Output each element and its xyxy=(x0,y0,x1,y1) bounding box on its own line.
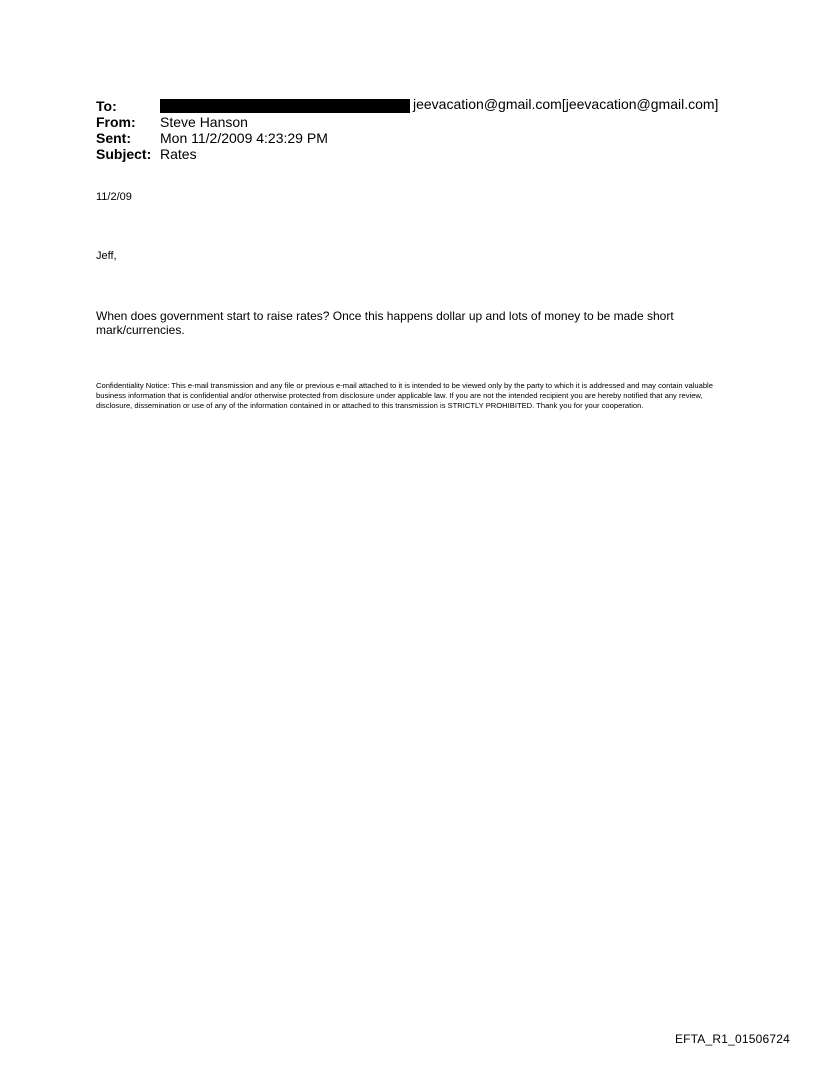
subject-value: Rates xyxy=(160,146,197,162)
sent-value: Mon 11/2/2009 4:23:29 PM xyxy=(160,130,328,146)
confidentiality-notice: Confidentiality Notice: This e-mail transmission and any file or previous e-mail attached to it is intended to be viewed only by the party to which it is addressed and may contain valuable business information that is confidential and/or otherwise protected from disclosure under applicable law. If you are not the intended recipient you are hereby notified that any review, disclosure, dissemination or use of any of the information contained in or attached to this transmission is STRICTLY PROHIBITED. Thank you for your cooperation. xyxy=(96,381,713,410)
subject-row xyxy=(96,146,718,162)
message-body: When does government start to raise rates? Once this happens dollar up and lots of money to be made short mark/currencies. xyxy=(96,309,674,337)
to-address: jeevacation@gmail.com[jeevacation@gmail.com] xyxy=(413,96,719,112)
redaction-bar xyxy=(160,99,410,113)
from-row xyxy=(96,114,718,130)
from-value: Steve Hanson xyxy=(160,114,248,130)
from-label: From: xyxy=(96,114,136,130)
sent-label: Sent: xyxy=(96,130,131,146)
document-id: EFTA_R1_01506724 xyxy=(674,1032,790,1046)
message-greeting: Jeff, xyxy=(96,250,117,262)
to-value xyxy=(160,96,718,112)
sent-row xyxy=(96,130,718,146)
to-label: To: xyxy=(96,98,117,114)
subject-label: Subject: xyxy=(96,146,152,162)
email-header xyxy=(96,96,718,162)
to-row xyxy=(96,96,718,114)
message-date: 11/2/09 xyxy=(96,191,132,203)
